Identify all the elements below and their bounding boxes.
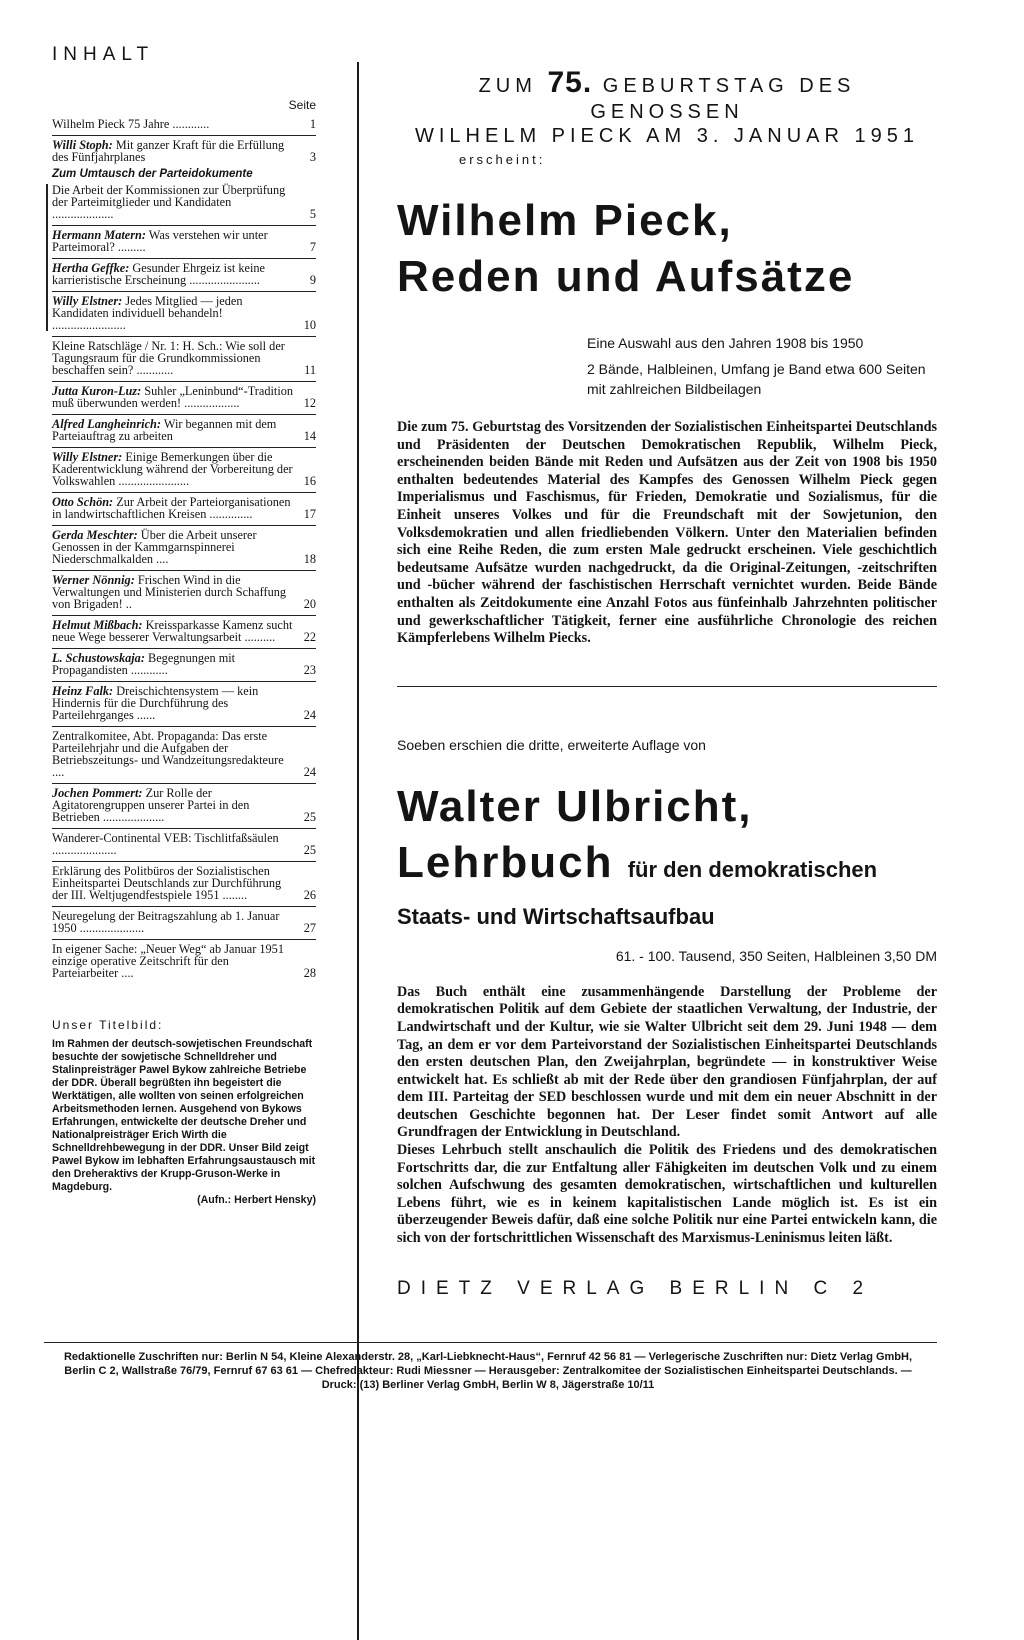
birthday-announcement-line1: ZUM 75. GEBURTSTAG DES GENOSSEN bbox=[478, 66, 856, 123]
cover-image-caption bbox=[52, 1019, 316, 1207]
toc-entry: L. Schustowskaja: Begegnungen mit Propagandisten ............ 23 bbox=[52, 648, 316, 676]
column-divider bbox=[357, 62, 359, 1640]
publisher-name: DIETZ VERLAG BERLIN C 2 bbox=[397, 1277, 874, 1299]
toc-entry: Wanderer-Continental VEB: Tischlitfaßsäulen ..................... 25 bbox=[52, 828, 316, 856]
book2-description-2: Dieses Lehrbuch stellt anschaulich die Politik des Friedens und des demokratischen Fortschritts dar, die zur Entfaltung aller Fähigkeiten im deutschen Volk und zu einem solchen Aufschwung des gesamten demokratischen, wirtschaftlichen und kulturellen Lebens führt, wie es in keinem kapitalistischen Lande möglich ist. Es ist ein überzeugender Beweis dafür, daß eine solche Politik nur eine Partei entwickeln kann, die sich von der fortschrittlichen Wissenschaft des Marxismus-Leninismus leiten läßt. bbox=[397, 1142, 937, 1247]
photo-credit: (Aufn.: Herbert Hensky) bbox=[197, 1194, 316, 1206]
toc-entry: Die Arbeit der Kommissionen zur Überprüfung der Parteimitglieder und Kandidaten .................... 5 bbox=[52, 183, 316, 221]
toc-entry: Willy Elstner: Einige Bemerkungen über die Kaderentwicklung während der Vorbereitung der Volkswahlen ....................... 16 bbox=[52, 447, 316, 487]
toc-entry: Otto Schön: Zur Arbeit der Parteiorganisationen in landwirtschaftlichen Kreisen .............. 17 bbox=[52, 492, 316, 520]
toc-entry: In eigener Sache: „Neuer Weg“ ab Januar 1951 einzige operative Zeitschrift für den Parteiarbeiter .... 28 bbox=[52, 939, 316, 979]
toc-entry: Wilhelm Pieck 75 Jahre ............ 1 bbox=[52, 117, 316, 131]
new-edition-note: Soeben erschien die dritte, erweiterte Auflage von bbox=[397, 736, 706, 753]
cover-caption-heading: Unser Titelbild: bbox=[52, 1018, 164, 1032]
toc-entry: Jochen Pommert: Zur Rolle der Agitatorengruppen unserer Partei in den Betrieben .................... 25 bbox=[52, 783, 316, 823]
toc-section-heading: Zum Umtausch der Parteidokumente bbox=[52, 168, 253, 180]
appears-label: erscheint: bbox=[459, 152, 546, 167]
section-divider bbox=[397, 686, 937, 687]
toc-entry: Willi Stoph: Mit ganzer Kraft für die Erfüllung des Fünfjahrplanes 3 bbox=[52, 135, 316, 163]
imprint-footer: Redaktionelle Zuschriften nur: Berlin N 54, Kleine Alexanderstr. 28, „Karl-Liebknecht-Haus“, Fernruf 42 56 81 — Verlegerische Zuschriften nur: Dietz Verlag GmbH, Berlin C 2, Wallstraße 76/79, Fernruf 67 63 61 — Chefredakteur: Rudi Miessner — Herausgeber: Zentralkomitee der Sozialistischen Einheitspartei Deutschlands. — Druck: (13) Berliner Verlag GmbH, Berlin W 8, Jägerstraße 10/11 bbox=[63, 1351, 913, 1391]
toc-entry: Heinz Falk: Dreischichtensystem — kein Hindernis für die Durchführung des Parteilehrganges ...... 24 bbox=[52, 681, 316, 721]
advertisement-column bbox=[397, 66, 937, 1300]
book1-title: Wilhelm Pieck, Reden und Aufsätze bbox=[397, 196, 855, 301]
toc-entry: Hermann Matern: Was verstehen wir unter Parteimoral? ......... 7 bbox=[52, 225, 316, 253]
toc-entry: Hertha Geffke: Gesunder Ehrgeiz ist keine karrieristische Erscheinung ....................... 9 bbox=[52, 258, 316, 286]
toc-list bbox=[52, 118, 316, 979]
toc-entry: Neuregelung der Beitragszahlung ab 1. Januar 1950 ..................... 27 bbox=[52, 906, 316, 934]
table-of-contents-column bbox=[52, 44, 316, 1207]
toc-title: INHALT bbox=[52, 44, 155, 65]
toc-entry: Jutta Kuron-Luz: Suhler „Leninbund“-Tradition muß überwunden werden! .................. 12 bbox=[52, 381, 316, 409]
toc-entry: Werner Nönnig: Frischen Wind in die Verwaltungen und Ministerien durch Schaffung von Brigaden! .. 20 bbox=[52, 570, 316, 610]
toc-entry: Kleine Ratschläge / Nr. 1: H. Sch.: Wie soll der Tagungsraum für die Grundkommissionen beschaffen sein? ............ 11 bbox=[52, 336, 316, 376]
footer-divider bbox=[44, 1342, 937, 1343]
book2-description: Das Buch enthält eine zusammenhängende Darstellung der Probleme der demokratischen Politik auf dem Gebiete der staatlichen Verwaltung, der Industrie, der Landwirtschaft und der Kultur, wie sie Walter Ulbricht seit dem 29. Juni 1948 — dem Tag, an dem er vor dem Parteivorstand der Sozialistischen Einheitspartei Deutschlands den ersten deutschen Plan, den Zweijahrplan, begründete — in konstruktiver Weise entwickelt hat. Es schließt ab mit der Rede über den grandiosen Fünfjahrplan, der auf dem III. Parteitag der SED beschlossen wurde und mit dem ein neuer Abschnitt in der deutschen Geschichte begonnen hat. Der Leser findet somit Antwort auf alle Grundfragen der Entwicklung in Deutschland. bbox=[397, 983, 937, 1141]
book2-title: Walter Ulbricht, Lehrbuch für den demokratischen bbox=[397, 781, 878, 887]
book2-subtitle: Staats- und Wirtschaftsaufbau bbox=[397, 903, 715, 929]
toc-entry: Erklärung des Politbüros der Sozialistischen Einheitspartei Deutschlands zur Durchführung der III. Weltjugendfestspiele 1951 ........ 26 bbox=[52, 861, 316, 901]
page-column-label: Seite bbox=[288, 98, 316, 112]
book2-price: 61. - 100. Tausend, 350 Seiten, Halbleinen 3,50 DM bbox=[615, 947, 937, 964]
toc-entry: Alfred Langheinrich: Wir begannen mit dem Parteiauftrag zu arbeiten 14 bbox=[52, 414, 316, 442]
book1-description: Die zum 75. Geburtstag des Vorsitzenden der Sozialistischen Einheitspartei Deutschlands und Präsidenten der Deutschen Demokratischen Republik, Wilhelm Pieck, erscheinenden beiden Bände mit Reden und Aufsätzen aus der Zeit von 1908 bis 1950 enthalten bedeutendes Material des Kampfes des Genossen Wilhelm Pieck gegen Imperialismus und Faschismus, für Frieden, Demokratie und Sozialismus, für die Einheit unseres Volkes und für die Freundschaft mit der Sowjetunion, den Volksdemokratien und allen friedliebenden Völkern. Unter den Materialien befinden sich eine Reihe Reden, die zum ersten Male gedruckt erscheinen. Viele geschichtlich bedeutsame Aufsätze wurden nachgedruckt, da die Original-Zeitungen, -zeitschriften und -bücher während der faschistischen Herrschaft vernichtet wurden. Beide Bände enthalten als Zeitdokumente eine Anzahl Fotos aus fünfeinhalb Jahrzehnten politischer und gewerkschaftlicher Tätigkeit, ferner eine ausführliche Chronologie des reichen Kämpferlebens Wilhelm Piecks. bbox=[397, 419, 937, 647]
book1-details: Eine Auswahl aus den Jahren 1908 bis 1950 2 Bände, Halbleinen, Umfang je Band etwa 600 Seiten mit zahlreichen Bildbeilagen bbox=[587, 335, 926, 397]
birthday-announcement-line2: WILHELM PIECK AM 3. JANUAR 1951 bbox=[414, 125, 919, 147]
toc-section-bracket bbox=[46, 184, 316, 331]
toc-entry: Gerda Meschter: Über die Arbeit unserer Genossen in der Kammgarnspinnerei Niederschmalkalden .... 18 bbox=[52, 525, 316, 565]
toc-entry: Zentralkomitee, Abt. Propaganda: Das erste Parteilehrjahr und die Aufgaben der Betriebszeitungs- und Wandzeitungsredakteure .... 24 bbox=[52, 726, 316, 778]
toc-entry: Willy Elstner: Jedes Mitglied — jeden Kandidaten individuell behandeln! ........................ 10 bbox=[52, 291, 316, 331]
toc-entry: Helmut Mißbach: Kreissparkasse Kamenz sucht neue Wege besserer Verwaltungsarbeit .......... 22 bbox=[52, 615, 316, 643]
cover-caption-text: Im Rahmen der deutsch-sowjetischen Freundschaft besuchte der sowjetische Schnelldreher und Stalinpreisträger Pawel Bykow zahlreiche Betriebe der DDR. Überall begrüßten ihn begeistert die Werktätigen, alle wollten von seinen erfolgreichen Arbeitsmethoden lernen. Ausgehend von Bykows Erfahrungen, entwickelte der deutsche Dreher und Nationalpreisträger Erich Wirth die Schnelldrehbewegung in der DDR. Unser Bild zeigt Pawel Bykow im lebhaften Erfahrungsaustausch mit den Dreheraktivs der Krupp-Gruson-Werke in Magdeburg. bbox=[52, 1038, 316, 1193]
